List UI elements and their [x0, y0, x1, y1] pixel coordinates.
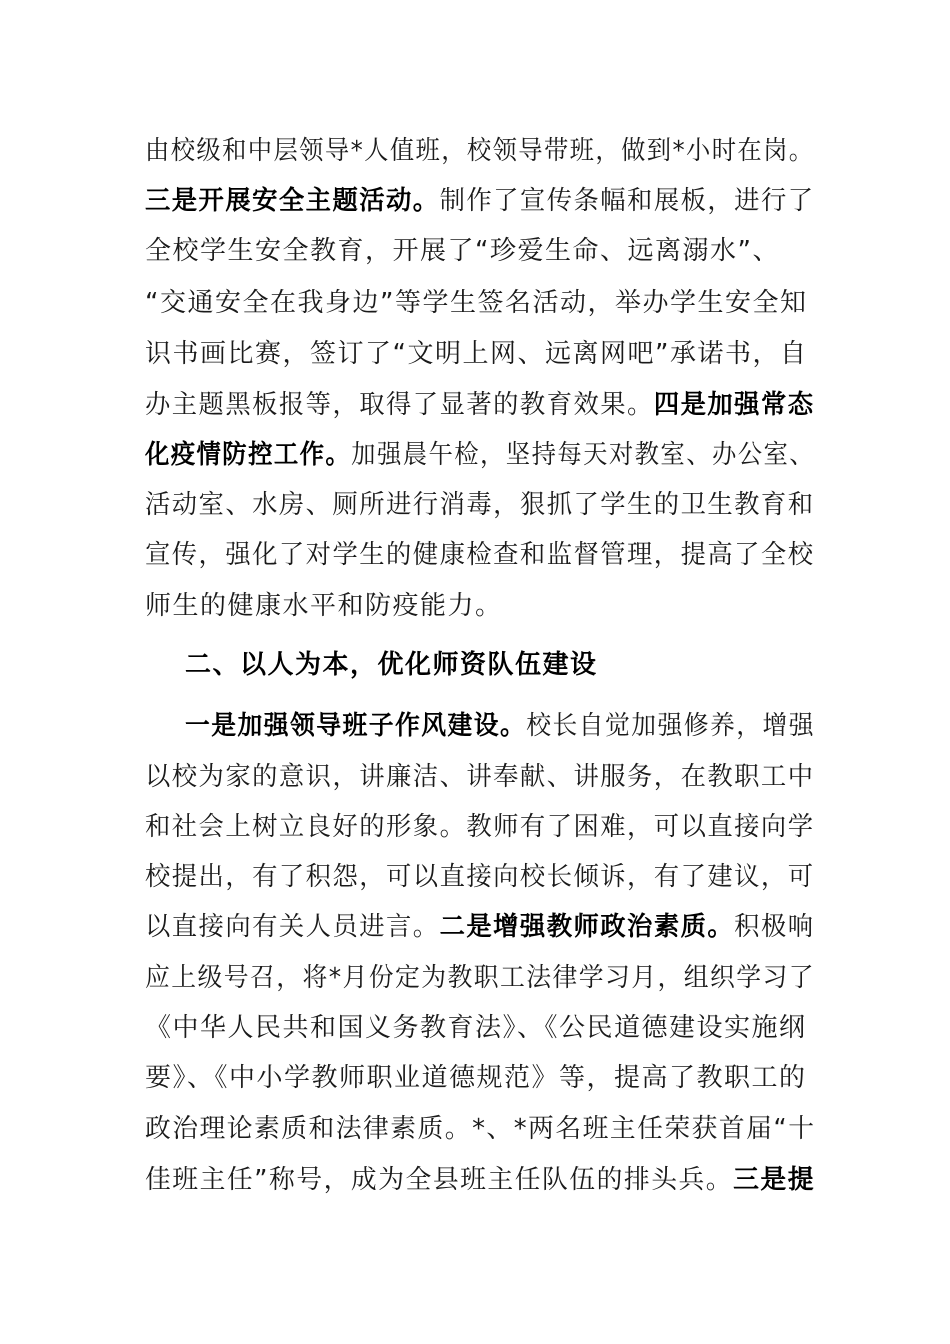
text-line [145, 542, 815, 568]
text-line [145, 290, 807, 316]
text-span: 由校级和中层领导*人值班，校领导带班，做到*小时在岗。 [145, 136, 815, 166]
bold-lead-phrase: 三是提 [733, 1165, 816, 1195]
text-span: 加强晨午检，坚持每天对教室、办公室、 [351, 440, 816, 470]
text-span: 活动室、水房、厕所进行消毒，狠抓了学生的卫生教育和 [145, 490, 815, 520]
bold-lead-phrase: 化疫情防控工作。 [145, 440, 352, 470]
text-line [145, 965, 815, 991]
text-span: 政治理论素质和法律素质。*、*两名班主任荣获首届“十 [145, 1114, 816, 1144]
text-span: 以校为家的意识，讲廉洁、讲奉献、讲服务，在教职工中 [145, 762, 815, 792]
text-line [145, 138, 815, 164]
text-line [145, 392, 815, 418]
text-line [145, 1167, 815, 1193]
text-span: 以直接向有关人员进言。 [145, 912, 440, 942]
text-line [185, 713, 815, 739]
bold-lead-phrase: 二是增强教师政治素质。 [439, 912, 735, 942]
text-span: 制作了宣传条幅和展板，进行了 [439, 186, 815, 216]
text-line [145, 914, 815, 940]
text-span: 《中华人民共和国义务教育法》、《公民道德建设实施纲 [145, 1013, 807, 1043]
text-span: 办主题黑板报等，取得了显著的教育效果。 [145, 390, 654, 420]
text-span: 积极响 [734, 912, 815, 942]
text-span: 校长自觉加强修养，增强 [526, 711, 815, 741]
section-heading: 二、以人为本，优化师资队伍建设 [185, 650, 598, 680]
text-line [145, 238, 780, 264]
text-span: 师生的健康水平和防疫能力。 [145, 591, 503, 621]
text-span: 应上级号召，将*月份定为教职工法律学习月，组织学习了 [145, 963, 816, 993]
text-line [145, 1065, 807, 1091]
text-span: 识书画比赛，签订了“文明上网、远离网吧”承诺书，自 [145, 339, 808, 369]
text-span: 全校学生安全教育，开展了“珍爱生命、远离溺水”、 [145, 236, 780, 266]
text-line [145, 492, 815, 518]
text-line [145, 442, 815, 468]
text-span: 佳班主任”称号，成为全县班主任队伍的排头兵。 [145, 1165, 734, 1195]
text-line [145, 1116, 815, 1142]
bold-lead-phrase: 四是加强常态 [653, 390, 815, 420]
text-line [145, 188, 815, 214]
bold-lead-phrase: 一是加强领导班子作风建设。 [185, 711, 527, 741]
text-span: 校提出，有了积怨，可以直接向校长倾诉，有了建议，可 [145, 862, 815, 892]
text-span: 和社会上树立良好的形象。教师有了困难，可以直接向学 [145, 812, 815, 842]
text-span: 要》、《中小学教师职业道德规范》等，提高了教职工的 [145, 1063, 807, 1093]
text-line [145, 341, 807, 367]
text-line [145, 814, 815, 840]
text-span: “交通安全在我身边”等学生签名活动，举办学生安全知 [145, 288, 808, 318]
text-line [145, 764, 815, 790]
text-line [145, 864, 815, 890]
text-line [145, 593, 503, 619]
text-line [145, 1015, 807, 1041]
text-span: 宣传，强化了对学生的健康检查和监督管理，提高了全校 [145, 540, 815, 570]
bold-lead-phrase: 三是开展安全主题活动。 [145, 186, 440, 216]
